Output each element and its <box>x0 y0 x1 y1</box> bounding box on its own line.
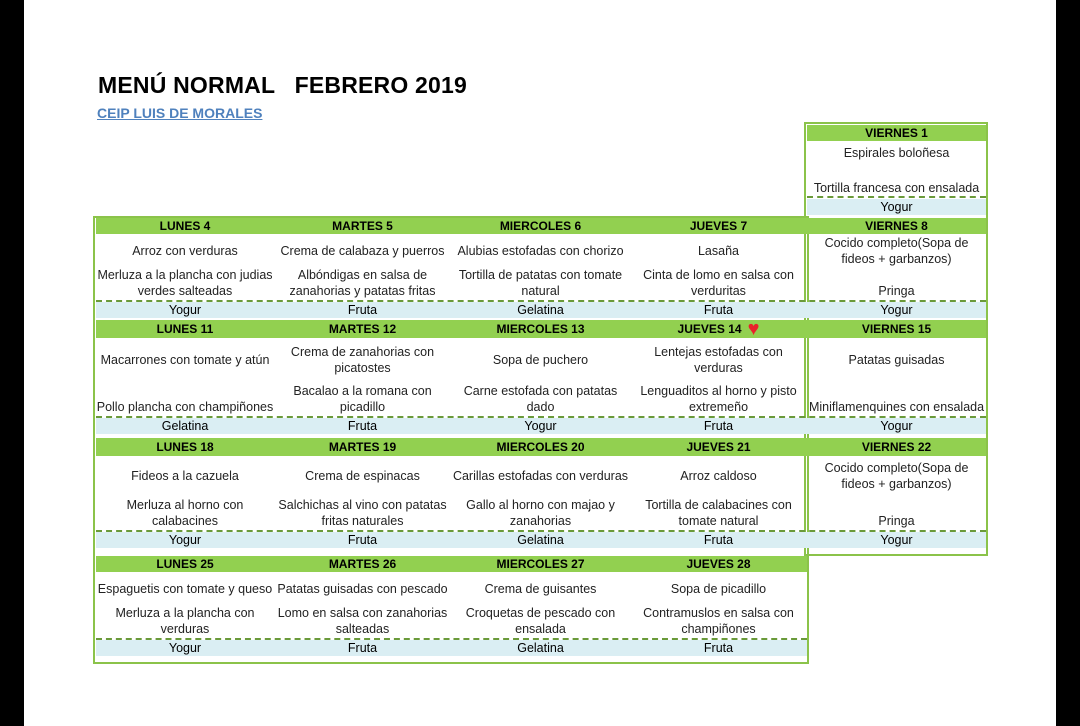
first-course <box>807 456 986 496</box>
first-course-text: Crema de zanahorias con picatostes <box>290 345 435 375</box>
first-course-text: Patatas guisadas <box>848 353 945 367</box>
first-course <box>451 234 630 268</box>
dessert-cell-text: Yogur <box>168 533 202 547</box>
second-course <box>274 496 451 530</box>
first-course <box>274 456 451 496</box>
dessert-cell <box>96 418 274 434</box>
second-course-text: Tortilla de calabacines con tomate natural <box>645 498 792 528</box>
day-header-text: JUEVES 21 <box>686 440 751 454</box>
first-course <box>630 456 807 496</box>
first-course-text: Sopa de puchero <box>492 353 589 367</box>
dessert-cell-text: Gelatina <box>517 303 564 317</box>
dessert-cell-text: Yogur <box>880 303 913 317</box>
second-course <box>451 496 630 530</box>
day-header <box>630 556 807 572</box>
second-course <box>274 382 451 416</box>
second-course <box>96 606 274 638</box>
day-header <box>807 218 986 234</box>
second-course <box>451 382 630 416</box>
dessert-cell <box>274 418 451 434</box>
day-header <box>274 556 451 572</box>
dessert-cell-text: Fruta <box>347 419 378 433</box>
dessert-cell <box>807 418 986 434</box>
second-course-text: Carne estofada con patatas dado <box>463 384 618 414</box>
day-header <box>807 320 986 338</box>
first-course-text: Fideos a la cazuela <box>131 469 239 483</box>
dessert-cell-text: Fruta <box>347 303 378 317</box>
first-course-text: Patatas guisadas con pescado <box>277 582 448 596</box>
second-course <box>96 268 274 300</box>
second-course-text: Lomo en salsa con zanahorias salteadas <box>277 606 448 636</box>
first-course <box>451 338 630 382</box>
dessert-cell-text: Yogur <box>168 641 202 655</box>
dessert-cell <box>807 199 986 215</box>
school-link[interactable]: CEIP LUIS DE MORALES <box>97 105 263 121</box>
day-header <box>807 438 986 456</box>
second-course <box>807 268 986 300</box>
day-header-text: LUNES 18 <box>156 440 214 454</box>
dessert-cell <box>451 640 630 656</box>
first-course <box>630 234 807 268</box>
first-course <box>96 234 274 268</box>
second-course-text: Tortilla de patatas con tomate natural <box>458 268 623 298</box>
second-course-text: Salchichas al vino con patatas fritas naturales <box>278 498 447 528</box>
dessert-cell-text: Fruta <box>347 641 378 655</box>
day-header-text: LUNES 4 <box>159 219 211 233</box>
dessert-cell-text: Yogur <box>168 303 202 317</box>
day-header <box>451 218 630 234</box>
day-header-text: LUNES 11 <box>156 322 214 336</box>
second-course <box>807 382 986 416</box>
second-course <box>274 606 451 638</box>
day-header-text: JUEVES 28 <box>686 557 751 571</box>
second-course-text: Pringa <box>878 514 915 528</box>
second-course-text: Cinta de lomo en salsa con verduritas <box>643 268 794 298</box>
dessert-cell-text: Gelatina <box>161 419 209 433</box>
second-course <box>451 268 630 300</box>
day-header-text: VIERNES 1 <box>865 126 928 140</box>
day-header <box>96 556 274 572</box>
day-header-text: MARTES 19 <box>328 440 397 454</box>
second-course-text: Merluza a la plancha con verduras <box>115 606 255 636</box>
dessert-cell-text: Yogur <box>524 419 557 433</box>
dessert-cell <box>630 418 807 434</box>
dessert-cell <box>630 640 807 656</box>
day-header <box>451 320 630 338</box>
second-course <box>630 606 807 638</box>
first-course <box>274 234 451 268</box>
course-divider <box>96 300 986 302</box>
day-header-text: MIERCOLES 27 <box>496 557 585 571</box>
dessert-cell <box>274 640 451 656</box>
day-header <box>96 218 274 234</box>
heart-icon: ♥ <box>747 320 760 338</box>
first-course-text: Crema de espinacas <box>305 469 420 483</box>
day-header-text: MIERCOLES 20 <box>496 440 585 454</box>
day-header <box>96 320 274 338</box>
first-course-text: Macarrones con tomate y atún <box>100 353 270 367</box>
first-course-text: Alubias estofadas con chorizo <box>457 244 624 258</box>
day-header-text: LUNES 25 <box>156 557 214 571</box>
dessert-cell-text: Gelatina <box>517 641 564 655</box>
day-header-text: VIERNES 15 <box>861 322 932 336</box>
second-course <box>96 496 274 530</box>
first-course-text: Cocido completo(Sopa de fideos + garbanzos) <box>824 461 969 491</box>
dessert-cell <box>630 532 807 548</box>
dessert-cell-text: Fruta <box>347 533 378 547</box>
dessert-cell <box>451 418 630 434</box>
first-course <box>807 143 986 163</box>
course-divider <box>96 416 986 418</box>
dessert-cell <box>274 532 451 548</box>
first-course-text: Cocido completo(Sopa de fideos + garbanzos) <box>824 236 969 266</box>
second-course <box>807 496 986 530</box>
first-course-text: Lasaña <box>697 244 739 258</box>
dessert-cell-text: Yogur <box>880 533 913 547</box>
second-course <box>630 382 807 416</box>
dessert-cell-text: Fruta <box>703 303 734 317</box>
first-course <box>807 234 986 268</box>
dessert-cell <box>96 302 274 318</box>
dessert-cell <box>96 532 274 548</box>
first-course <box>96 456 274 496</box>
day-header-text: VIERNES 8 <box>865 219 928 233</box>
second-course-text: Croquetas de pescado con ensalada <box>465 606 616 636</box>
first-course-text: Crema de calabaza y puerros <box>280 244 445 258</box>
second-course-text: Contramuslos en salsa con champiñones <box>643 606 794 636</box>
dessert-cell <box>451 302 630 318</box>
first-course-text: Arroz con verduras <box>132 244 238 258</box>
first-course <box>96 572 274 606</box>
day-header <box>274 438 451 456</box>
second-course <box>630 268 807 300</box>
first-course <box>451 456 630 496</box>
day-header <box>451 438 630 456</box>
day-header-text: MARTES 12 <box>328 322 397 336</box>
page-title: MENÚ NORMAL FEBRERO 2019 <box>98 72 467 98</box>
document-page <box>24 0 1056 726</box>
day-header <box>807 125 986 141</box>
day-header-text: JUEVES 14 <box>677 322 742 336</box>
day-header <box>630 218 807 234</box>
second-course-text: Merluza al horno con calabacines <box>126 498 244 528</box>
dessert-cell <box>274 302 451 318</box>
first-course-text: Arroz caldoso <box>680 469 757 483</box>
day-header-text: MARTES 26 <box>328 557 397 571</box>
first-course <box>96 338 274 382</box>
first-course <box>630 338 807 382</box>
day-header <box>274 320 451 338</box>
first-course-text: Sopa de picadillo <box>670 582 767 596</box>
second-course <box>451 606 630 638</box>
second-course-text: Miniflamenquines con ensalada <box>808 400 985 414</box>
day-header-text: JUEVES 7 <box>689 219 748 233</box>
dessert-cell-text: Yogur <box>880 419 913 433</box>
dessert-cell <box>451 532 630 548</box>
day-header-text: MIERCOLES 13 <box>496 322 585 336</box>
second-course <box>96 382 274 416</box>
second-course-text: Lenguaditos al horno y pisto extremeño <box>640 384 797 414</box>
course-divider <box>96 530 986 532</box>
second-course <box>807 163 986 197</box>
second-course-text: Merluza a la plancha con judias verdes salteadas <box>97 268 273 298</box>
first-course-text: Espaguetis con tomate y queso <box>97 582 273 596</box>
first-course <box>274 338 451 382</box>
day-header <box>274 218 451 234</box>
second-course <box>630 496 807 530</box>
second-course-text: Gallo al horno con majao y zanahorias <box>466 498 615 528</box>
first-course-text: Lentejas estofadas con verduras <box>654 345 783 375</box>
course-divider <box>807 196 986 198</box>
first-course <box>451 572 630 606</box>
first-course <box>807 338 986 382</box>
dessert-cell-text: Yogur <box>880 200 913 214</box>
dessert-cell <box>630 302 807 318</box>
first-course <box>274 572 451 606</box>
second-course-text: Bacalao a la romana con picadillo <box>293 384 432 414</box>
day-header <box>96 438 274 456</box>
day-header <box>630 320 807 338</box>
first-course-text: Espirales boloñesa <box>843 146 950 160</box>
dessert-cell-text: Fruta <box>703 533 734 547</box>
dessert-cell <box>807 302 986 318</box>
day-header-text: VIERNES 22 <box>861 440 932 454</box>
day-header <box>630 438 807 456</box>
course-divider <box>96 638 807 640</box>
first-course-text: Carillas estofadas con verduras <box>452 469 629 483</box>
dessert-cell-text: Fruta <box>703 419 734 433</box>
day-header-text: MARTES 5 <box>332 219 393 233</box>
second-course-text: Pollo plancha con champiñones <box>96 400 274 414</box>
second-course <box>274 268 451 300</box>
dessert-cell <box>807 532 986 548</box>
second-course-text: Tortilla francesa con ensalada <box>813 181 980 195</box>
dessert-cell-text: Gelatina <box>517 533 564 547</box>
dessert-cell-text: Fruta <box>703 641 734 655</box>
first-course-text: Crema de guisantes <box>484 582 597 596</box>
day-header-text: MIERCOLES 6 <box>499 219 582 233</box>
second-course-text: Pringa <box>878 284 915 298</box>
dessert-cell <box>96 640 274 656</box>
day-header <box>451 556 630 572</box>
first-course <box>630 572 807 606</box>
second-course-text: Albóndigas en salsa de zanahorias y patatas fritas <box>289 268 436 298</box>
